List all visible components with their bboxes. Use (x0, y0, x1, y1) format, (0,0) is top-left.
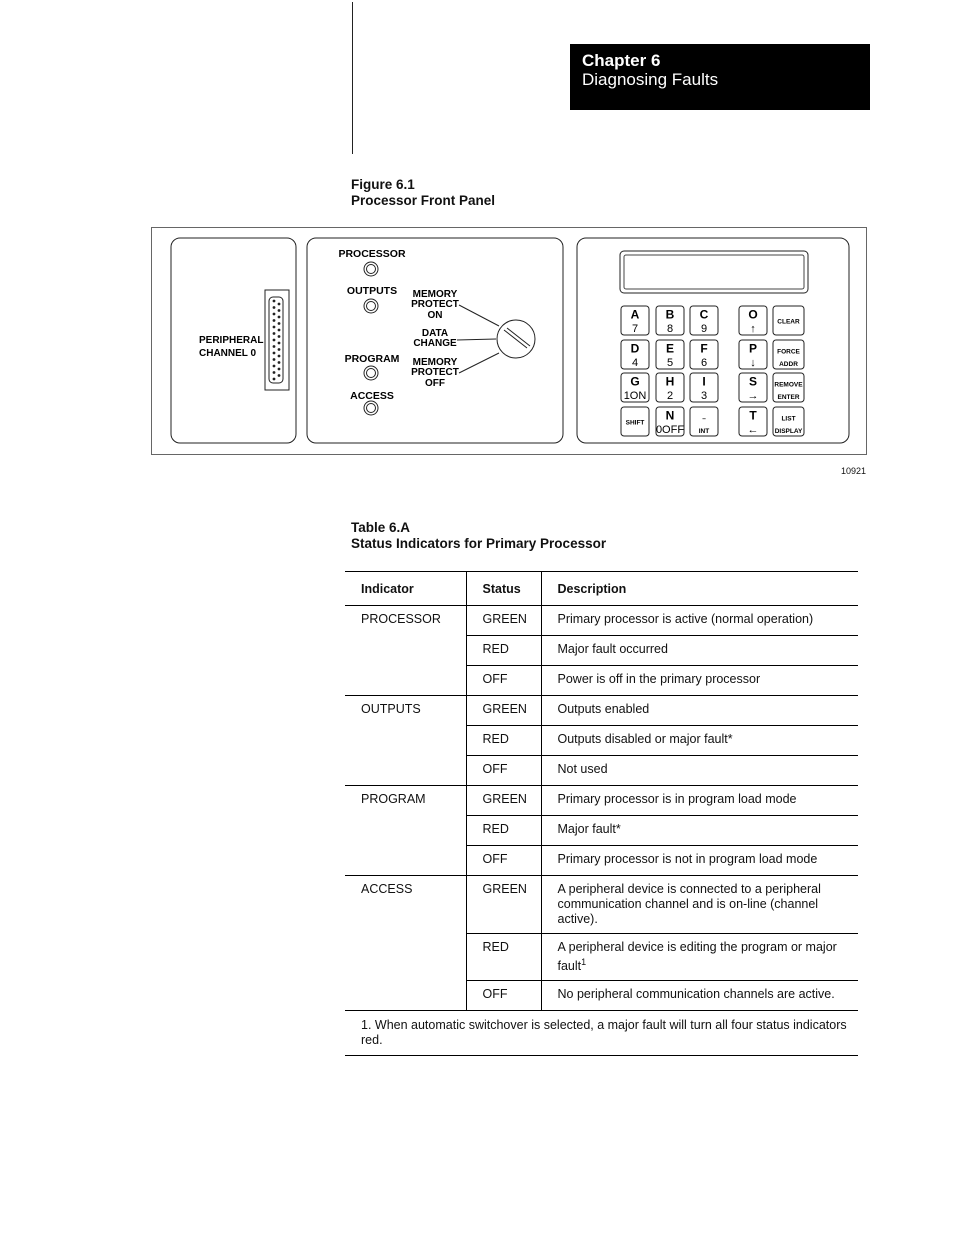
keypad-key[interactable] (621, 340, 649, 369)
key-sublabel: ↓ (750, 357, 756, 369)
key-label: P (748, 341, 758, 356)
led-label-program: PROGRAM (344, 353, 400, 365)
figure-label: Figure 6.1 (351, 177, 415, 192)
key-sublabel: ↑ (750, 323, 756, 335)
svg-text:PROTECT: PROTECT (411, 367, 459, 378)
key-sublabel: 8 (666, 323, 674, 335)
status-cell: GREEN (466, 606, 541, 636)
description-text: Primary processor is in program load mode (557, 792, 797, 806)
keypad-key[interactable] (690, 306, 718, 335)
status-cell: RED (466, 816, 541, 846)
description-cell (541, 876, 858, 934)
indicator-cell: ACCESS (345, 876, 466, 1011)
keypad-function-key[interactable] (773, 340, 804, 369)
status-cell: OFF (466, 666, 541, 696)
key-sublabel: 2 (666, 390, 674, 402)
status-cell: OFF (466, 846, 541, 876)
indicator-cell: PROCESSOR (345, 606, 466, 696)
keypad-key[interactable] (690, 407, 718, 436)
status-cell: OFF (466, 756, 541, 786)
description-cell (541, 636, 858, 666)
header-description: Description (541, 572, 858, 606)
indicator-cell: PROGRAM (345, 786, 466, 876)
key-sublabel: 5 (666, 357, 674, 369)
description-cell (541, 726, 858, 756)
processor-front-panel-figure (151, 227, 867, 455)
key-sublabel: ADDR (779, 361, 798, 368)
status-cell: GREEN (466, 696, 541, 726)
figure-title: Processor Front Panel (351, 193, 496, 208)
table-caption (351, 520, 606, 552)
key-label: A (630, 307, 640, 322)
indicator-cell: OUTPUTS (345, 696, 466, 786)
led-label-access: ACCESS (350, 390, 394, 402)
keypad-key[interactable] (621, 407, 649, 436)
status-cell: RED (466, 726, 541, 756)
key-label: LIST (781, 415, 796, 423)
keypad-arrow-key[interactable] (739, 340, 767, 369)
description-cell (541, 816, 858, 846)
description-text: Outputs disabled or major fault* (557, 732, 733, 746)
key-sublabel: 1ON (623, 390, 647, 402)
description-text: Major fault occurred (557, 642, 668, 656)
key-sublabel: 4 (631, 357, 639, 369)
description-text: A peripheral device is connected to a peripheral communication channel and is on-line (channel active). (557, 882, 821, 926)
key-sublabel: ← (747, 424, 759, 436)
table-row (345, 696, 858, 726)
key-label: C (699, 307, 709, 322)
description-text: A peripheral device is editing the program or major fault (557, 940, 837, 974)
svg-text:ON: ON (427, 310, 443, 321)
keypad-function-key[interactable] (773, 407, 804, 436)
description-cell (541, 934, 858, 981)
footnote-marker: 1 (581, 957, 587, 967)
keypad-key[interactable] (621, 306, 649, 335)
description-cell (541, 786, 858, 816)
description-text: Primary processor is active (normal operation) (557, 612, 814, 626)
key-label: SHIFT (625, 419, 645, 427)
description-text: Power is off in the primary processor (557, 672, 761, 686)
status-cell: RED (466, 934, 541, 981)
description-cell (541, 696, 858, 726)
key-sublabel: DISPLAY (774, 428, 803, 435)
key-label: D (630, 341, 640, 356)
svg-text:OFF: OFF (425, 378, 445, 389)
key-label: FORCE (777, 348, 800, 356)
table-row (345, 606, 858, 636)
key-label: G (630, 374, 640, 389)
figure-caption (351, 177, 495, 209)
keypad-key[interactable] (656, 306, 684, 335)
footnote-row (345, 1011, 858, 1056)
status-cell: GREEN (466, 786, 541, 816)
front-panel-drawing (151, 227, 867, 455)
lcd-display (620, 251, 808, 293)
key-sublabel: INT (698, 428, 710, 435)
status-cell: GREEN (466, 876, 541, 934)
keyswitch-labels (411, 289, 459, 389)
svg-text:DATA: DATA (421, 328, 449, 339)
description-text: Outputs enabled (557, 702, 650, 716)
table-footnote: 1. When automatic switchover is selected, a major fault will turn all four status indicators red. (345, 1011, 858, 1056)
key-sublabel: 0OFF (655, 424, 685, 436)
key-label: CLEAR (777, 318, 800, 326)
description-text: Major fault* (557, 822, 621, 836)
key-sublabel: ENTER (777, 394, 800, 401)
keypad-arrow-key[interactable] (739, 373, 767, 402)
key-label: E (665, 341, 675, 356)
status-cell: OFF (466, 981, 541, 1011)
description-cell (541, 756, 858, 786)
status-cell: RED (466, 636, 541, 666)
keypad-key[interactable] (656, 373, 684, 402)
keypad-key[interactable] (690, 373, 718, 402)
key-label: – (702, 415, 706, 423)
keypad (621, 306, 804, 436)
key-label: T (749, 408, 757, 423)
description-text: No peripheral communication channels are active. (557, 987, 835, 1002)
keypad-key[interactable] (656, 407, 684, 436)
key-label: S (748, 374, 758, 389)
description-text: Not used (557, 762, 608, 776)
table-row (345, 786, 858, 816)
key-sublabel: 6 (700, 357, 708, 369)
keyswitch (457, 305, 535, 373)
keypad-function-key[interactable] (773, 306, 804, 335)
description-text: Primary processor is not in program load mode (557, 852, 818, 866)
keypad-arrow-key[interactable] (739, 407, 767, 436)
description-cell (541, 846, 858, 876)
header-indicator: Indicator (345, 572, 466, 606)
key-label: O (748, 307, 758, 322)
description-cell (541, 606, 858, 636)
key-label: REMOVE (774, 381, 803, 389)
status-indicators-table (345, 571, 858, 1056)
key-sublabel: 7 (631, 323, 639, 335)
key-label: B (665, 307, 675, 322)
key-sublabel: 3 (700, 390, 708, 402)
db25-connector (265, 290, 289, 390)
keypad-arrow-key[interactable] (739, 306, 767, 335)
svg-text:MEMORY: MEMORY (412, 357, 458, 368)
table-body (345, 606, 858, 1056)
keypad-function-key[interactable] (773, 373, 804, 402)
key-sublabel: → (747, 390, 759, 402)
table-title: Status Indicators for Primary Processor (351, 536, 607, 551)
led-label-outputs: OUTPUTS (346, 285, 398, 297)
svg-text:MEMORY: MEMORY (412, 289, 458, 300)
led-label-processor: PROCESSOR (338, 248, 406, 260)
peripheral-label-line2: CHANNEL 0 (199, 348, 257, 359)
keypad-key[interactable] (656, 340, 684, 369)
keypad-key[interactable] (690, 340, 718, 369)
table-header-row (345, 572, 858, 606)
chapter-title: Diagnosing Faults (582, 70, 719, 89)
key-sublabel: 9 (700, 323, 708, 335)
keypad-key[interactable] (621, 373, 649, 402)
figure-id: 10921 (840, 466, 866, 476)
chapter-number: Chapter 6 (582, 51, 661, 70)
description-cell (541, 666, 858, 696)
key-label: H (665, 374, 675, 389)
key-label: I (702, 374, 706, 389)
chapter-header (570, 44, 870, 110)
svg-text:CHANGE: CHANGE (413, 338, 457, 349)
key-label: N (665, 408, 675, 423)
table-row (345, 876, 858, 934)
peripheral-label-line1: PERIPHERAL (199, 335, 264, 346)
margin-rule (352, 2, 353, 154)
table-label: Table 6.A (351, 520, 411, 535)
svg-text:PROTECT: PROTECT (411, 299, 459, 310)
key-label: F (700, 341, 708, 356)
description-cell (541, 981, 858, 1011)
header-status: Status (466, 572, 541, 606)
